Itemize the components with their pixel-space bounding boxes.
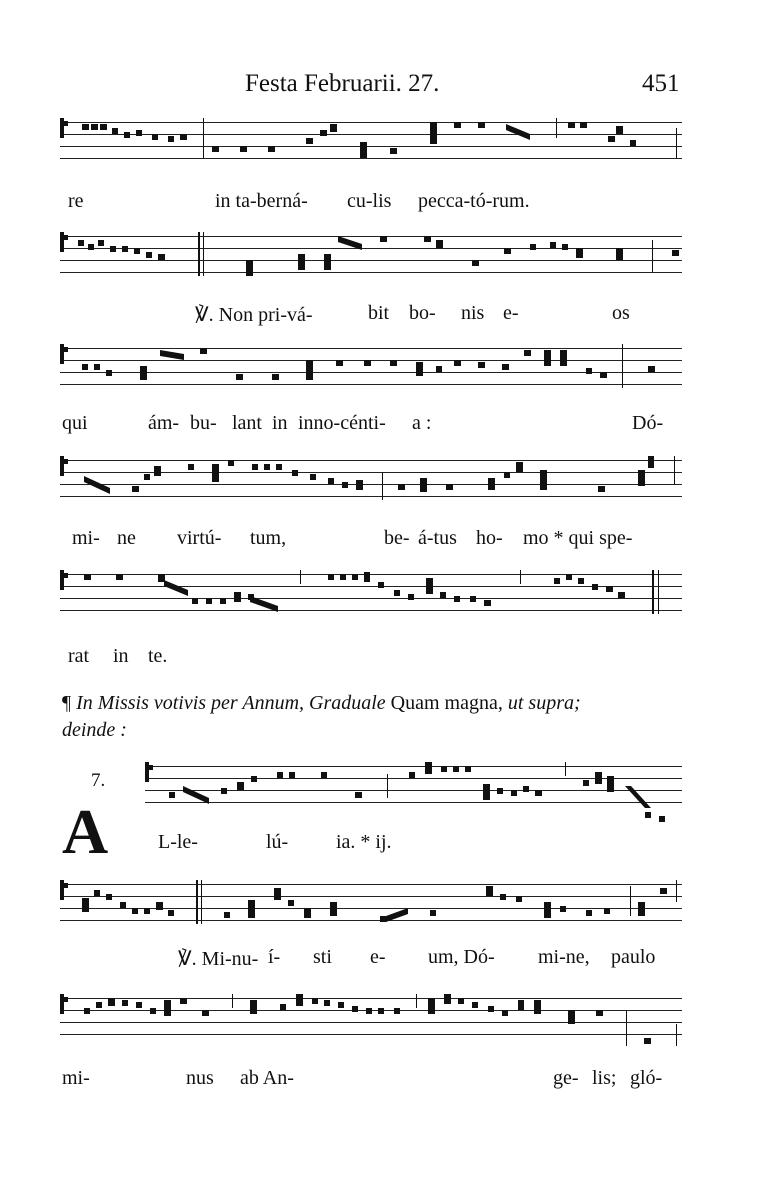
music-staff-1 [60, 118, 682, 162]
page-number: 451 [642, 70, 680, 97]
syllable: mi- [72, 527, 100, 549]
syllable: á-tus [418, 527, 457, 549]
syllable: te. [148, 645, 168, 667]
lyrics-line-4 [0, 527, 757, 555]
syllable: ℣. Mi-nu- [178, 948, 259, 970]
music-staff-3 [60, 344, 682, 388]
syllable: ne [117, 527, 136, 549]
neume-notation [145, 762, 682, 832]
syllable: lis; [592, 1067, 617, 1089]
syllable: lant [232, 412, 262, 434]
syllable: pecca-tó-rum. [418, 190, 530, 212]
syllable: mi- [62, 1067, 90, 1089]
lyrics-line-7 [0, 946, 757, 974]
syllable: re [68, 190, 84, 212]
rubric-roman-text: Quam magna, [390, 692, 503, 714]
syllable: bo- [409, 302, 436, 324]
syllable: in ta-berná- [215, 190, 308, 212]
syllable: in [272, 412, 288, 434]
syllable: e- [503, 302, 519, 324]
initial-letter: A [62, 796, 109, 867]
music-staff-6 [145, 762, 682, 806]
lyrics-line-3 [0, 412, 757, 440]
syllable: ge- [553, 1067, 579, 1089]
lyrics-line-5 [0, 645, 757, 673]
syllable: virtú- [177, 527, 222, 549]
syllable: qui [62, 412, 88, 434]
syllable: í- [268, 946, 281, 968]
pilcrow-icon: ¶ [62, 692, 72, 714]
syllable: be- [384, 527, 410, 549]
syllable: bit [368, 302, 390, 324]
syllable: ab An- [240, 1067, 294, 1089]
neume-notation [60, 570, 682, 626]
syllable: in [113, 645, 129, 667]
rubric-italic-text: In Missis votivis per Annum, Graduale [76, 692, 386, 714]
neume-notation [60, 118, 682, 162]
syllable: mi-ne, [538, 946, 590, 968]
lyrics-line-6 [0, 831, 757, 859]
syllable: a : [412, 412, 432, 434]
syllable: mo * qui spe- [523, 527, 633, 549]
syllable: os [612, 302, 630, 324]
lyrics-line-8 [0, 1067, 757, 1095]
syllable: sti [313, 946, 332, 968]
neume-notation [60, 232, 682, 288]
neume-notation [60, 456, 682, 506]
lyrics-line-1 [0, 190, 757, 218]
syllable: paulo [611, 946, 656, 968]
music-staff-7 [60, 880, 682, 924]
syllable: rat [68, 645, 90, 667]
syllable: um, Dó- [428, 946, 495, 968]
syllable: e- [370, 946, 386, 968]
syllable: inno-cénti- [298, 412, 386, 434]
syllable: ám- [148, 412, 180, 434]
running-header [0, 70, 757, 104]
rubric-italic-text: deinde : [62, 719, 127, 741]
mode-number: 7. [91, 770, 106, 791]
music-staff-4 [60, 456, 682, 500]
syllable: ia. * ij. [336, 831, 392, 853]
syllable: ho- [476, 527, 503, 549]
rubric-instruction [62, 690, 692, 744]
syllable: Dó- [632, 412, 664, 434]
syllable: nus [186, 1067, 214, 1089]
syllable: nis [461, 302, 485, 324]
neume-notation [60, 344, 682, 394]
syllable: cu-lis [347, 190, 392, 212]
syllable: ℣. Non pri-vá- [195, 304, 313, 326]
neume-notation [60, 880, 682, 930]
syllable: tum, [250, 527, 287, 549]
neume-notation [60, 994, 682, 1050]
music-staff-2 [60, 232, 682, 276]
lyrics-line-2 [0, 302, 757, 330]
rubric-italic-text: ut supra; [507, 692, 581, 714]
music-staff-8 [60, 994, 682, 1038]
syllable: L-le- [158, 831, 198, 853]
page-title: Festa Februarii. 27. [245, 70, 440, 97]
syllable: lú- [266, 831, 289, 853]
syllable: bu- [190, 412, 217, 434]
syllable: gló- [630, 1067, 663, 1089]
music-staff-5 [60, 570, 682, 614]
